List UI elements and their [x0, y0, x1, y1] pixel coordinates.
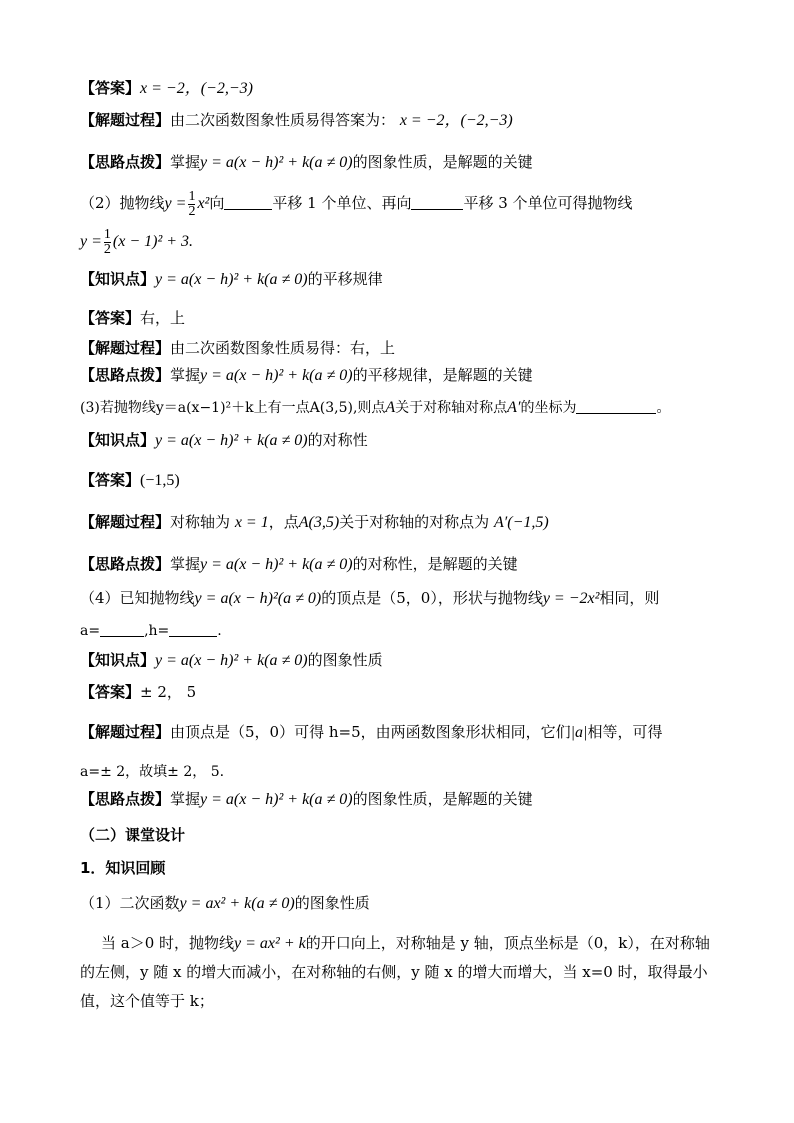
q4-process-line2: a=± 2，故填± 2， 5.	[80, 764, 225, 780]
q3-process-line	[80, 512, 549, 533]
q1-hint-post: 的图象性质，是解题的关键	[352, 153, 533, 171]
q4-process-a: 由顶点是（5，0）可得 h=5，由两函数图象形状相同，它们	[170, 723, 571, 741]
q4-process-line-2	[80, 762, 224, 782]
q3-process-a: 对称轴为	[170, 513, 231, 531]
q3-process-c: 关于对称轴的对称点为	[339, 513, 490, 531]
answer-label: 【答案】	[80, 683, 141, 701]
item1-b: 的图象性质	[294, 894, 370, 912]
q3-answer-line	[80, 470, 180, 491]
q2-t1: 向	[209, 194, 225, 212]
q2-hint-formula: y = a(x − h)² + k(a ≠ 0)	[200, 367, 353, 384]
q4-line2-c: .	[217, 623, 222, 639]
q3-stem-end: 。	[656, 400, 671, 416]
q3-stem-b: 关于对称轴对称点	[395, 400, 508, 416]
q4-knowledge-post: 的图象性质	[307, 651, 383, 669]
q4-hint-formula: y = a(x − h)² + k(a ≠ 0)	[200, 791, 353, 808]
q2-hint-line	[80, 365, 533, 386]
q1-answer-value: x = −2，(−2,−3)	[140, 80, 253, 97]
q2-answer-line	[80, 308, 185, 328]
q4-stem-b: 的顶点是（5，0），形状与抛物线	[321, 589, 543, 607]
q2-x2: x²	[197, 195, 210, 212]
hint-label: 【思路点拨】	[80, 790, 171, 808]
q4-stem-eq2: y = −2x²	[542, 590, 600, 607]
para-eq: y = ax² + k	[234, 935, 306, 952]
q2-result-frac-num: 1	[103, 226, 111, 242]
process-label: 【解题过程】	[80, 513, 171, 531]
q4-stem-line	[80, 588, 659, 609]
para-a: 当 a＞0 时，抛物线	[101, 934, 235, 952]
q4-hint-pre: 掌握	[170, 790, 201, 808]
answer-label: 【答案】	[80, 471, 141, 489]
q4-process-line	[80, 722, 662, 743]
q4-line2-a: a=	[80, 623, 101, 639]
process-label: 【解题过程】	[80, 111, 171, 129]
q4-answer-value: ± 2， 5	[140, 683, 197, 701]
q2-knowledge-formula: y = a(x − h)² + k(a ≠ 0)	[155, 271, 308, 288]
q3-stem-a: (3)若抛物线y＝a(x−1)²＋k上有一点A(3,5),则点	[80, 400, 386, 416]
q2-result-fraction	[104, 228, 111, 257]
q4-line2-b: ,h=	[144, 623, 170, 639]
q2-result-line	[80, 226, 193, 257]
knowledge-label: 【知识点】	[80, 270, 156, 288]
q2-blank-2[interactable]	[411, 195, 463, 210]
q2-hint-pre: 掌握	[170, 366, 201, 384]
q2-answer-value: 右，上	[140, 309, 186, 327]
q2-stem-line	[80, 188, 633, 219]
q2-process-text: 由二次函数图象性质易得：右，上	[170, 339, 396, 357]
q2-blank-1[interactable]	[224, 195, 272, 210]
section-item-1	[80, 893, 370, 914]
answer-label: 【答案】	[80, 79, 141, 97]
q3-hint-pre: 掌握	[170, 555, 201, 573]
q3-knowledge-formula: y = a(x − h)² + k(a ≠ 0)	[155, 432, 308, 449]
q4-stem-a: （4）已知抛物线	[80, 589, 195, 607]
q3-blank[interactable]	[576, 399, 656, 414]
q2-result-right: (x − 1)² + 3.	[112, 233, 194, 250]
item1-a: （1）二次函数	[80, 894, 180, 912]
q4-blank-a[interactable]	[100, 622, 144, 637]
q3-knowledge-line	[80, 430, 368, 451]
q1-hint-line	[80, 152, 533, 173]
q3-process-b: ，点	[268, 513, 299, 531]
q1-process-line	[80, 110, 513, 131]
q2-process-line	[80, 338, 395, 358]
q1-hint-pre: 掌握	[170, 153, 201, 171]
q4-hint-line	[80, 789, 533, 810]
item1-eq: y = ax² + k(a ≠ 0)	[179, 895, 295, 912]
q3-stem-line	[80, 398, 670, 418]
q2-number: （2）抛物线	[80, 194, 165, 212]
q4-process-abs: |a|	[570, 724, 588, 741]
q2-result-left: y =	[80, 233, 102, 250]
q3-process-eq: x = 1	[234, 514, 269, 531]
q3-stem-c: 的坐标为	[520, 400, 577, 416]
q2-t3: 平移 3 个单位可得抛物线	[463, 194, 633, 212]
q4-stem-eq: y = a(x − h)²(a ≠ 0)	[194, 590, 322, 607]
q4-hint-post: 的图象性质，是解题的关键	[352, 790, 533, 808]
hint-label: 【思路点拨】	[80, 366, 171, 384]
q4-blank-h[interactable]	[169, 622, 217, 637]
knowledge-label: 【知识点】	[80, 431, 156, 449]
process-label: 【解题过程】	[80, 723, 171, 741]
section-paragraph	[80, 929, 720, 1016]
q2-knowledge-line	[80, 269, 383, 290]
q2-eq-left: y =	[164, 195, 187, 212]
q1-process-text: 由二次函数图象性质易得答案为：	[170, 111, 396, 129]
q2-fraction	[188, 190, 195, 219]
q1-process-value: x = −2，(−2,−3)	[399, 112, 513, 129]
q3-hint-formula: y = a(x − h)² + k(a ≠ 0)	[200, 556, 353, 573]
q4-knowledge-line	[80, 650, 383, 671]
hint-label: 【思路点拨】	[80, 555, 171, 573]
q1-answer-line	[80, 78, 253, 99]
q3-stem-var: A	[385, 399, 396, 416]
q4-stem-c: 相同，则	[599, 589, 660, 607]
process-label: 【解题过程】	[80, 339, 171, 357]
q2-knowledge-post: 的平移规律	[307, 270, 383, 288]
para-b: 的开口向上，对称轴是 y 轴，顶点坐标是（0，k），在对称轴的左侧，y 随 x 的增大而减小，在对称轴的右侧，y 随 x 的增大而增大，当 x=0 时，取得最小值，这个值等于 k；	[80, 934, 710, 1010]
section-subtitle: 1．知识回顾	[80, 859, 166, 877]
q3-answer-value: (−1,5)	[140, 472, 180, 489]
knowledge-label: 【知识点】	[80, 651, 156, 669]
q3-process-pt: A(3,5)	[298, 514, 340, 531]
answer-label: 【答案】	[80, 309, 141, 327]
q2-t2: 平移 1 个单位、再向	[272, 194, 412, 212]
q4-blanks-line	[80, 621, 222, 641]
q2-hint-post: 的平移规律，是解题的关键	[352, 366, 533, 384]
q2-frac-den: 2	[188, 203, 196, 219]
q4-process-b: 相等，可得	[587, 723, 663, 741]
q2-result-frac-den: 2	[103, 241, 111, 257]
q3-stem-var2: A′	[507, 399, 521, 416]
q3-process-res: A′(−1,5)	[493, 514, 549, 531]
q3-knowledge-post: 的对称性	[307, 431, 368, 449]
q1-hint-formula: y = a(x − h)² + k(a ≠ 0)	[200, 154, 353, 171]
q3-hint-line	[80, 554, 518, 575]
q3-hint-post: 的对称性，是解题的关键	[352, 555, 518, 573]
hint-label: 【思路点拨】	[80, 153, 171, 171]
section-title: （二）课堂设计	[80, 826, 186, 844]
q2-frac-num: 1	[188, 188, 196, 204]
q4-knowledge-formula: y = a(x − h)² + k(a ≠ 0)	[155, 652, 308, 669]
q4-answer-line	[80, 682, 196, 702]
